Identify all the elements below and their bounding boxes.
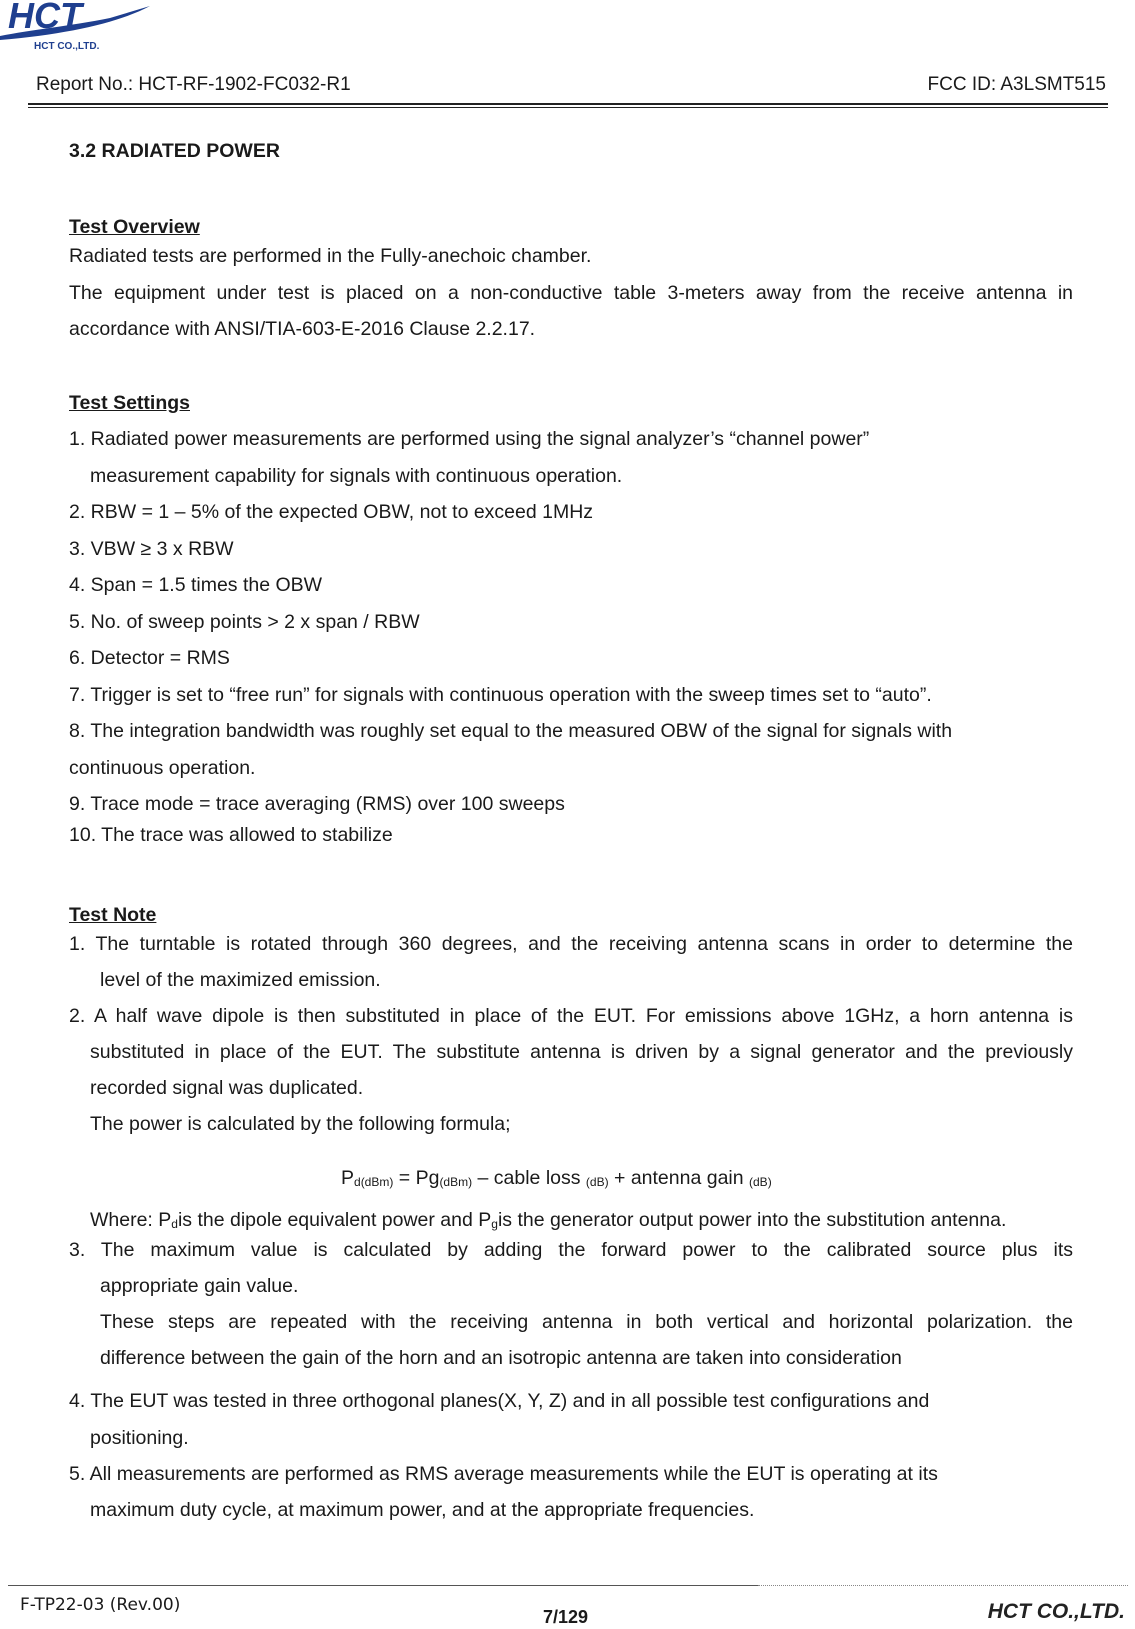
- header-rule: [28, 103, 1108, 105]
- formula-gain: + antenna gain: [608, 1167, 750, 1189]
- where-b-sub: g: [491, 1217, 498, 1231]
- formula-cable: – cable loss: [472, 1167, 586, 1189]
- overview-line-1: Radiated tests are performed in the Fully-anechoic chamber.: [69, 245, 592, 267]
- settings-item: 7. Trigger is set to “free run” for signals with continuous operation with the sweep times set to “auto”.: [69, 684, 932, 706]
- logo-text: HCT: [8, 0, 82, 36]
- logo-subtext: HCT CO.,LTD.: [34, 41, 100, 52]
- formula-p-sub: d(dBm): [354, 1175, 394, 1189]
- settings-item: measurement capability for signals with continuous operation.: [90, 465, 623, 487]
- settings-heading: Test Settings: [69, 392, 190, 414]
- formula-cable-sub: (dB): [585, 1175, 609, 1189]
- company-logo: [0, 0, 160, 61]
- where-a-sub: d: [171, 1217, 178, 1231]
- note-4a: 4. The EUT was tested in three orthogonal planes(X, Y, Z) and in all possible test configurations and: [69, 1390, 930, 1412]
- where-b: is the dipole equivalent power and P: [177, 1209, 492, 1231]
- note-4b: positioning.: [90, 1427, 189, 1449]
- note-3b: appropriate gain value.: [100, 1275, 299, 1297]
- overview-line-2: The equipment under test is placed on a non-conductive table 3-meters away from the receive antenna in: [69, 282, 1073, 304]
- settings-item: 10. The trace was allowed to stabilize: [69, 824, 393, 846]
- header-rule-thin: [28, 107, 1108, 108]
- footer-company: HCT CO.,LTD.: [987, 1600, 1125, 1623]
- note-3a: 3. The maximum value is calculated by adding the forward power to the calibrated source plus its: [69, 1239, 1073, 1261]
- settings-item: 2. RBW = 1 – 5% of the expected OBW, not to exceed 1MHz: [69, 501, 594, 523]
- where-c: is the generator output power into the substitution antenna.: [497, 1209, 1007, 1231]
- settings-item: 4. Span = 1.5 times the OBW: [69, 574, 323, 596]
- power-formula: [341, 1167, 772, 1190]
- section-title: 3.2 RADIATED POWER: [69, 140, 280, 162]
- settings-item: 5. No. of sweep points > 2 x span / RBW: [69, 611, 420, 633]
- overview-line-3: accordance with ANSI/TIA-603-E-2016 Clause 2.2.17.: [69, 318, 536, 340]
- overview-heading: Test Overview: [69, 216, 200, 238]
- formula-p: P: [341, 1167, 355, 1189]
- where-line: [90, 1209, 1006, 1232]
- note-2a: 2. A half wave dipole is then substituted in place of the EUT. For emissions above 1GHz, a horn antenna is: [69, 1005, 1073, 1027]
- note-3c: These steps are repeated with the receiving antenna in both vertical and horizontal polarization. the: [100, 1311, 1073, 1333]
- hct-logo-mark: [0, 0, 160, 56]
- settings-item: 6. Detector = RMS: [69, 647, 230, 669]
- fcc-id: FCC ID: A3LSMT515: [927, 74, 1106, 95]
- note-3d: difference between the gain of the horn and an isotropic antenna are taken into consideration: [100, 1347, 902, 1369]
- note-2c: recorded signal was duplicated.: [90, 1077, 364, 1099]
- formula-gain-sub: (dB): [749, 1175, 772, 1189]
- formula-eq: = Pg: [393, 1167, 440, 1189]
- note-2b: substituted in place of the EUT. The substitute antenna is driven by a signal generator and the previously: [90, 1041, 1073, 1063]
- note-heading: Test Note: [69, 904, 157, 926]
- note-1a: 1. The turntable is rotated through 360 degrees, and the receiving antenna scans in order to determine the: [69, 933, 1073, 955]
- note-2d: The power is calculated by the following formula;: [90, 1113, 511, 1135]
- footer-rule: [8, 1585, 758, 1586]
- settings-item: 8. The integration bandwidth was roughly set equal to the measured OBW of the signal for signals with: [69, 720, 953, 742]
- settings-item: 3. VBW ≥ 3 x RBW: [69, 538, 234, 560]
- settings-item: 9. Trace mode = trace averaging (RMS) over 100 sweeps: [69, 793, 565, 815]
- formula-pg-sub: (dBm): [439, 1175, 473, 1189]
- note-1b: level of the maximized emission.: [100, 969, 381, 991]
- settings-item: 1. Radiated power measurements are performed using the signal analyzer’s “channel power”: [69, 428, 870, 450]
- note-5b: maximum duty cycle, at maximum power, and at the appropriate frequencies.: [90, 1499, 755, 1521]
- page-number: 7/129: [543, 1607, 589, 1627]
- settings-item: continuous operation.: [69, 757, 256, 779]
- note-5a: 5. All measurements are performed as RMS average measurements while the EUT is operating at its: [69, 1463, 938, 1485]
- footer-rule-dotted: [758, 1585, 1128, 1586]
- where-a: Where: P: [90, 1209, 172, 1231]
- form-number: F-TP22-03 (Rev.00): [20, 1595, 181, 1615]
- report-number: Report No.: HCT-RF-1902-FC032-R1: [36, 74, 351, 95]
